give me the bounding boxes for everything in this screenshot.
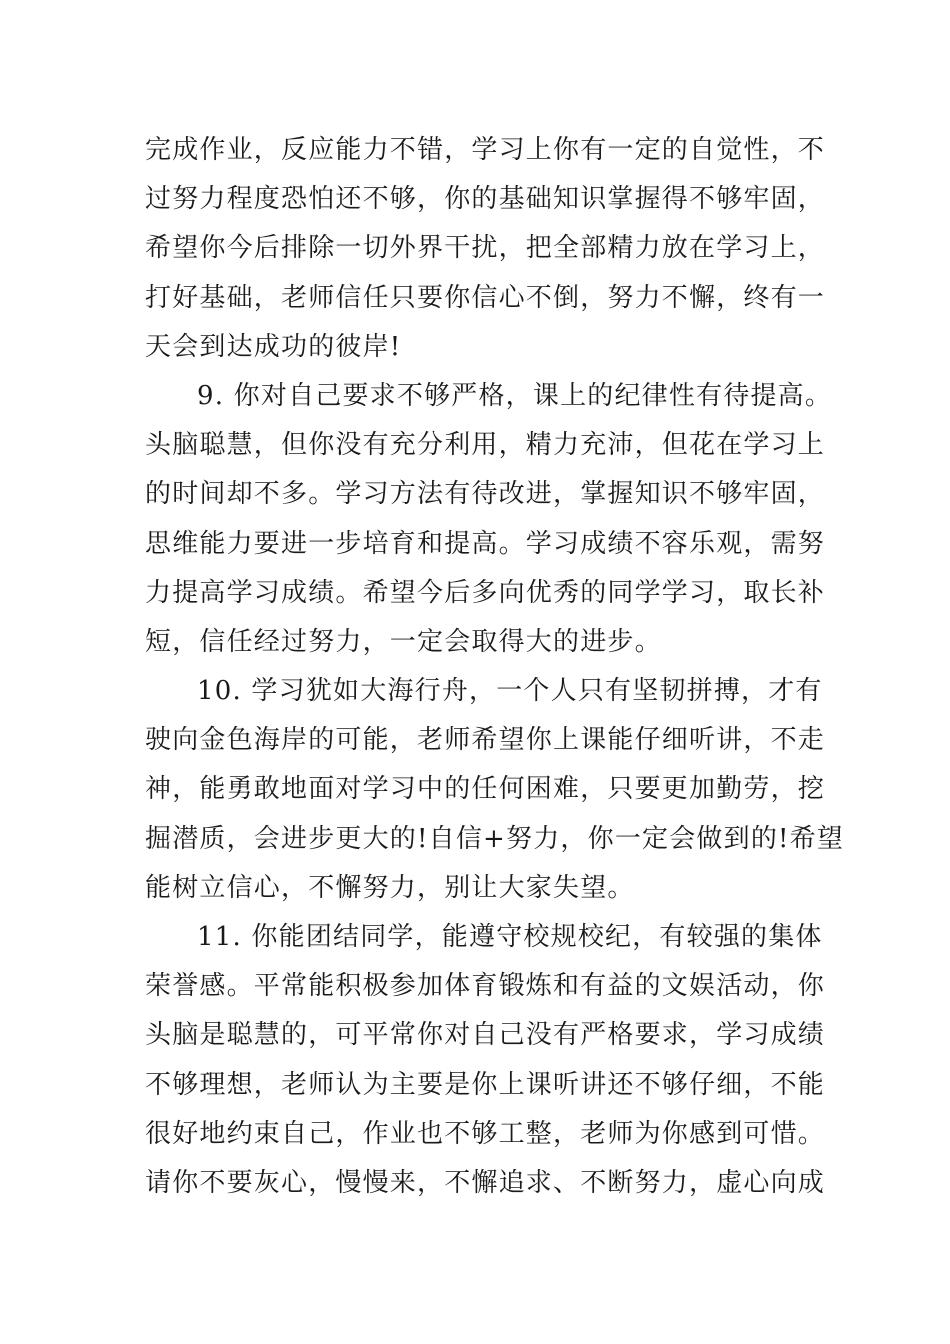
text-line: 天会到达成功的彼岸!	[145, 331, 402, 362]
text-line-first: 9. 你对自己要求不够严格，课上的纪律性有待提高。	[197, 380, 833, 411]
paragraph-item-11	[145, 913, 826, 1208]
text-line: 过努力程度恐怕还不够，你的基础知识掌握得不够牢固，	[145, 184, 826, 215]
text-line-first: 11. 你能团结同学，能遵守校规校纪，有较强的集体	[197, 922, 823, 952]
paragraph-continued	[145, 126, 826, 372]
text-line: 头脑是聪慧的，可平常你对自己没有严格要求，学习成绩	[145, 1020, 826, 1051]
text-line: 掘潜质，会进步更大的!自信+努力，你一定会做到的!希望	[145, 823, 845, 854]
text-line: 驶向金色海岸的可能，老师希望你上课能仔细听讲，不走	[145, 725, 826, 756]
text-line: 希望你今后排除一切外界干扰，把全部精力放在学习上，	[145, 233, 826, 264]
text-line: 很好地约束自己，作业也不够工整，老师为你感到可惜。	[145, 1118, 826, 1149]
text-line: 不够理想，老师认为主要是你上课听讲还不够仔细，不能	[145, 1069, 826, 1100]
text-line: 的时间却不多。学习方法有待改进，掌握知识不够牢固，	[145, 479, 826, 510]
text-line: 短，信任经过努力，一定会取得大的进步。	[145, 626, 662, 657]
text-line: 神，能勇敢地面对学习中的任何困难，只要更加勤劳，挖	[145, 774, 826, 805]
paragraph-item-9	[145, 372, 833, 667]
text-line: 完成作业，反应能力不错，学习上你有一定的自觉性，不	[145, 135, 826, 165]
text-line: 思维能力要进一步培育和提高。学习成绩不容乐观，需努	[145, 528, 826, 559]
text-line: 荣誉感。平常能积极参加体育锻炼和有益的文娱活动，你	[145, 971, 826, 1002]
paragraph-item-10	[145, 667, 845, 913]
text-line: 力提高学习成绩。希望今后多向优秀的同学学习，取长补	[145, 577, 826, 608]
text-line: 请你不要灰心，慢慢来，不懈追求、不断努力，虚心向成	[145, 1167, 826, 1198]
text-line: 打好基础，老师信任只要你信心不倒，努力不懈，终有一	[145, 282, 826, 313]
text-line: 头脑聪慧，但你没有充分利用，精力充沛，但花在学习上	[145, 430, 826, 461]
text-line-first: 10. 学习犹如大海行舟，一个人只有坚韧拼搏，才有	[197, 676, 823, 707]
document-body	[145, 126, 845, 1208]
text-line: 能树立信心，不懈努力，别让大家失望。	[145, 872, 635, 903]
